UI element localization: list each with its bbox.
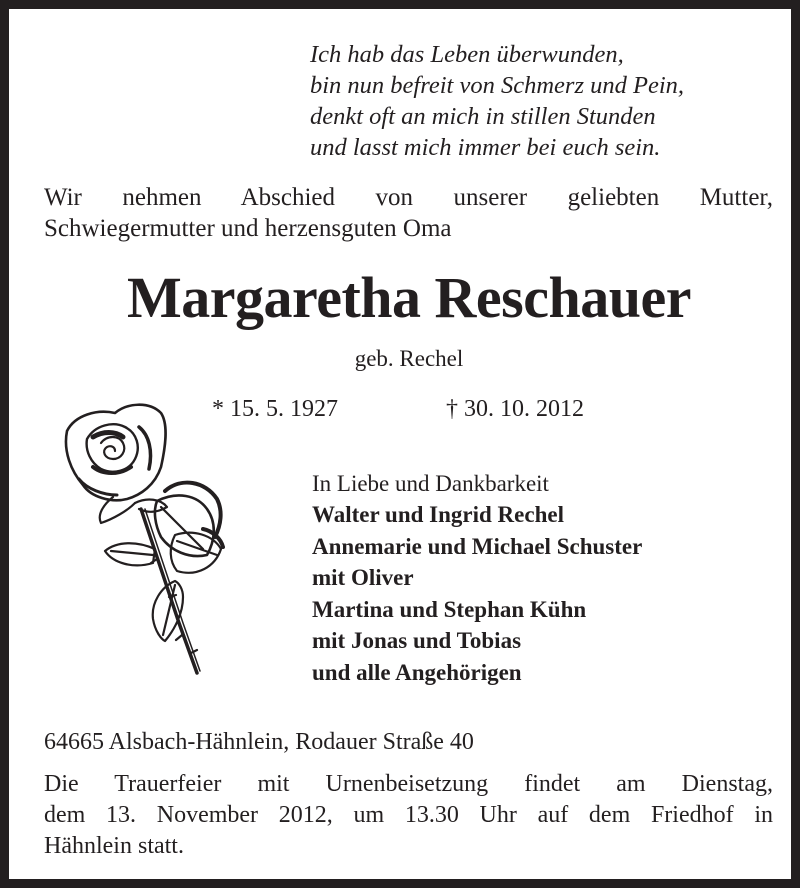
mourner-line: mit Jonas und Tobias: [312, 628, 522, 653]
service-info: [44, 769, 773, 862]
intro-line: Schwiegermutter und herzensguten Oma: [44, 215, 452, 242]
poem-line: denkt oft an mich in stillen Stunden: [310, 103, 656, 130]
mourner-line: und alle Angehörigen: [312, 659, 522, 685]
mourner-line: Walter und Ingrid Rechel: [312, 502, 564, 527]
service-line: Die Trauerfeier mit Urnenbeisetzung findet am Dienstag,: [44, 771, 773, 797]
poem-line: und lasst mich immer bei euch sein.: [310, 134, 661, 161]
poem-line: Ich hab das Leben überwunden,: [310, 41, 624, 68]
service-line: Hähnlein statt.: [44, 833, 184, 859]
deceased-name: Margaretha Reschauer: [127, 265, 691, 330]
mourner-line: Martina und Stephan Kühn: [312, 596, 587, 622]
poem-line: bin nun befreit von Schmerz und Pein,: [310, 72, 685, 99]
mourner-line: mit Oliver: [312, 565, 414, 590]
rose-icon: [57, 391, 235, 683]
intro-text: [44, 182, 773, 244]
maiden-name: geb. Rechel: [354, 346, 464, 371]
birth-date: * 15. 5. 1927: [212, 396, 338, 422]
mourners-heading: In Liebe und Dankbarkeit: [312, 471, 549, 496]
mourner-line: Annemarie und Michael Schuster: [312, 533, 643, 559]
service-line: dem 13. November 2012, um 13.30 Uhr auf dem Friedhof in: [44, 802, 773, 828]
intro-line: Wir nehmen Abschied von unserer geliebten Mutter,: [44, 184, 773, 211]
poem: [310, 39, 684, 163]
address: 64665 Alsbach-Hähnlein, Rodauer Straße 40: [44, 729, 474, 755]
mourners-block: [312, 469, 642, 688]
death-date: † 30. 10. 2012: [446, 396, 584, 422]
